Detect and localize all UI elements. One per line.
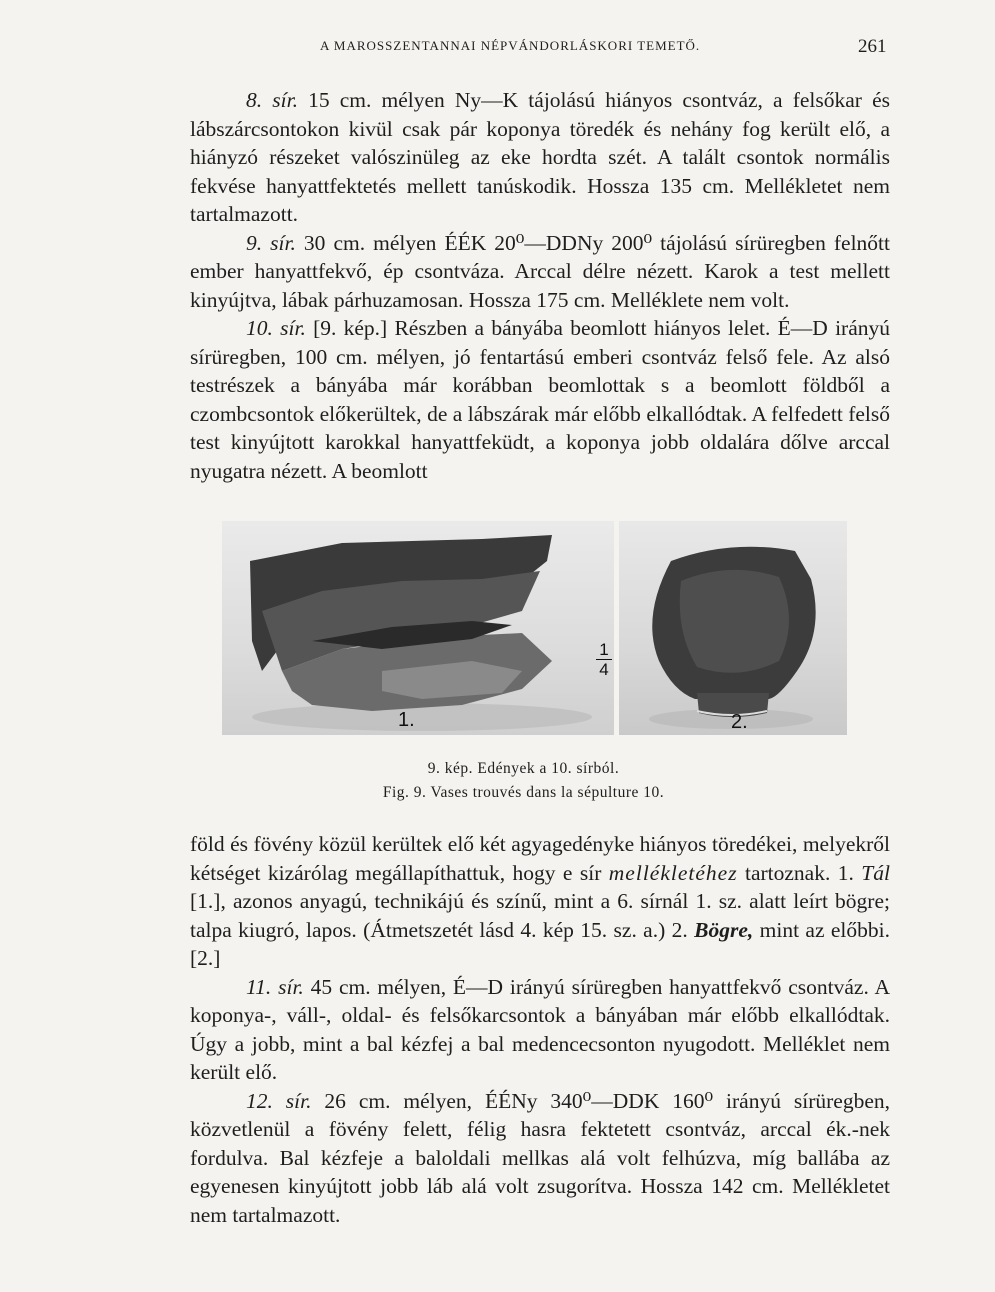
text-span-italic: Tál — [861, 860, 890, 885]
figure-9 — [222, 521, 847, 735]
grave-label: 10. sír. — [246, 316, 306, 340]
paragraph-grave-11 — [190, 973, 890, 1087]
paragraph-text: 30 cm. mélyen ÉÉK 20⁰—DDNy 200⁰ tájolású sírüregben felnőtt ember hanyattfekvő, ép csontváza. Arccal délre nézett. Karok a test mellett kinyújtva, lábak párhuzamosan. Hossza 175 cm. Melléklete nem volt. — [190, 230, 891, 312]
paragraph-grave-9 — [190, 229, 890, 315]
photo-label-2: 2. — [731, 711, 748, 733]
figure-caption-fr: Fig. 9. Vases trouvés dans la sépulture 10. — [382, 784, 665, 801]
photo-mug — [619, 521, 847, 735]
paragraph-text: 26 cm. mélyen, ÉÉNy 340⁰—DDK 160⁰ irányú sírüregben, közvetlenül a fövény felett, félig hasra fektetett csontváz, arccal ék.-nek fordulva. Bal kézfeje a baloldali mellkas alá volt felhúzva, míg ballába az egyenesen kinyújtott jobb láb alá volt zsugorítva. Hossza 142 cm. Mellékletet nem tartalmazott. — [190, 1088, 890, 1227]
running-title: A MAROSSZENTANNAI NÉPVÁNDORLÁSKORI TEMETŐ. — [320, 38, 701, 53]
text-span: mint az előbbi. [2.] — [190, 917, 890, 970]
scale-numerator: 1 — [599, 640, 609, 659]
grave-label: 9. sír. — [246, 230, 296, 255]
paragraph-grave-10 — [190, 314, 890, 485]
text-span-bold-italic: Bögre, — [694, 917, 754, 942]
figure-caption-hu: 9. kép. Edények a 10. sírból. — [427, 760, 620, 777]
paragraph-grave-12 — [190, 1087, 890, 1230]
scale-denominator: 4 — [599, 660, 609, 679]
photo-bowl-fragments — [222, 521, 614, 735]
grave-label: 8. sír. — [246, 88, 298, 112]
bowl-fragments-image — [222, 521, 614, 735]
mug-image — [619, 521, 847, 735]
paragraph-text: 45 cm. mélyen, É—D irányú sírüregben hanyattfekvő csontváz. A koponya-, váll-, oldal- és felsőkarcsontok a bányában már előbb elkallódtak. Úgy a jobb, mint a bal kézfej a bal medencecsonton nyugodott. Melléklet nem került elő. — [190, 974, 890, 1084]
paragraph-text: 15 cm. mélyen Ny—K tájolású hiányos csontváz, a felsőkar és lábszárcsontokon kivül csak pár koponya töredék és nehány fog került elő, a hiányzó részeket valószinüleg az eke hordta szét. A talált csontok normális fekvése hanyattfektetés mellett tanúskodik. Hossza 135 cm. Mellékletet nem tartalmazott. — [190, 88, 890, 226]
text-span: [1.], azonos anyagú, technikájú és színű, mint a 6. sírnál 1. sz. alatt leírt bögre; talpa kiugró, lapos. (Átmetszetét lásd 4. kép 15. sz. a.) 2. — [190, 889, 890, 942]
scale-label — [596, 641, 612, 678]
paragraph-continuation — [190, 830, 890, 973]
top-text-block — [190, 86, 890, 485]
text-span: föld és fövény közül kerültek elő két agyagedényke hiányos töredékei, melyekről kétséget kizárólag megállapíthattuk, hogy e sír — [190, 832, 890, 885]
text-span: tartoznak. 1. — [737, 860, 862, 885]
grave-label: 12. sír. — [246, 1088, 312, 1113]
bottom-text-block — [190, 830, 890, 1229]
paragraph-grave-8 — [190, 86, 890, 229]
text-span-italic: mellékletéhez — [608, 860, 738, 885]
page-number: 261 — [858, 36, 887, 57]
paragraph-text: [9. kép.] Részben a bányába beomlott hiányos lelet. É—D irányú sírüregben, 100 cm. mélyen, jó fentartású emberi csontváz felső fele. Az alsó testrészek a bányába már korábban beomlottak s a beomlott földből a czombcsontok előkerültek, de a lábszárak már előbb elkallódtak. A felfedett felső test kinyújtott karokkal hanyattfeküdt, a koponya jobb oldalára dőlve arccal nyugatra nézett. A beomlott — [190, 316, 890, 483]
grave-label: 11. sír. — [246, 974, 304, 999]
photo-label-1: 1. — [398, 709, 415, 731]
